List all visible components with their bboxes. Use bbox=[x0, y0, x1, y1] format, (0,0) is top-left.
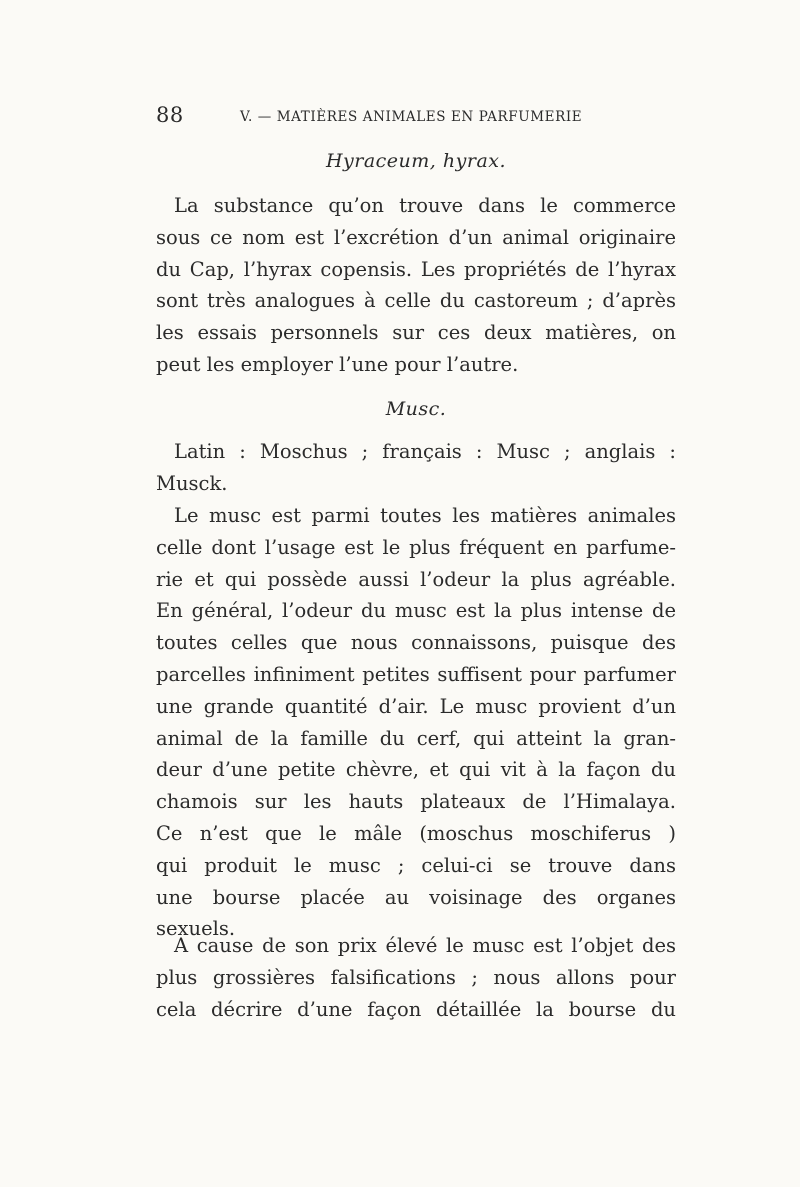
text-line: plus grossières falsifications ; nous allons pour bbox=[156, 965, 676, 989]
text-line: En général, l’odeur du musc est la plus intense de bbox=[156, 599, 676, 623]
text-line: animal de la famille du cerf, qui atteint la gran- bbox=[156, 726, 676, 750]
text-line: A cause de son prix élevé le musc est l’objet des bbox=[174, 934, 676, 957]
paragraph-musc-falsifications bbox=[156, 930, 676, 1025]
text-line: qui produit le musc ; celui-ci se trouve dans bbox=[156, 853, 676, 877]
text-line: peut les employer l’une pour l’autre. bbox=[156, 352, 519, 376]
text-line: La substance qu’on trouve dans le commerce bbox=[174, 194, 676, 217]
section-heading-musc: Musc. bbox=[385, 398, 447, 420]
text-line: du Cap, l’hyrax copensis. Les propriétés de l’hyrax bbox=[156, 257, 676, 281]
text-line: cela décrire d’une façon détaillée la bourse du bbox=[156, 997, 676, 1021]
text-line: sont très analogues à celle du castoreum ; d’après bbox=[156, 289, 676, 313]
text-line: parcelles infiniment petites suffisent pour parfumer bbox=[156, 662, 676, 686]
running-title: V. — MATIÈRES ANIMALES EN PARFUMERIE bbox=[240, 109, 583, 125]
text-line: deur d’une petite chèvre, et qui vit à la façon du bbox=[156, 758, 676, 782]
running-header bbox=[156, 103, 601, 129]
section-heading-hyraceum: Hyraceum, hyrax. bbox=[325, 150, 507, 172]
paragraph-musc-names bbox=[156, 436, 676, 500]
text-line: Ce n’est que le mâle (moschus moschiferus ) bbox=[156, 821, 676, 845]
paragraph-hyraceum bbox=[156, 190, 676, 381]
text-line: Latin : Moschus ; français : Musc ; anglais : bbox=[174, 440, 676, 463]
text-line: les essais personnels sur ces deux matières, on bbox=[156, 321, 676, 345]
text-line: chamois sur les hauts plateaux de l’Himalaya. bbox=[156, 790, 676, 814]
text-line: sous ce nom est l’excrétion d’un animal originaire bbox=[156, 225, 676, 249]
text-line: Musck. bbox=[156, 471, 228, 495]
text-line: celle dont l’usage est le plus fréquent en parfume- bbox=[156, 535, 676, 559]
page-number: 88 bbox=[156, 103, 184, 127]
text-line: Le musc est parmi toutes les matières animales bbox=[174, 504, 676, 527]
text-line: toutes celles que nous connaissons, puisque des bbox=[156, 631, 676, 655]
text-line: une grande quantité d’air. Le musc provient d’un bbox=[156, 694, 676, 718]
text-line: sexuels. bbox=[156, 917, 236, 941]
text-line: une bourse placée au voisinage des organes bbox=[156, 885, 676, 909]
paragraph-musc-description bbox=[156, 500, 676, 945]
text-line: rie et qui possède aussi l’odeur la plus agréable. bbox=[156, 567, 676, 591]
